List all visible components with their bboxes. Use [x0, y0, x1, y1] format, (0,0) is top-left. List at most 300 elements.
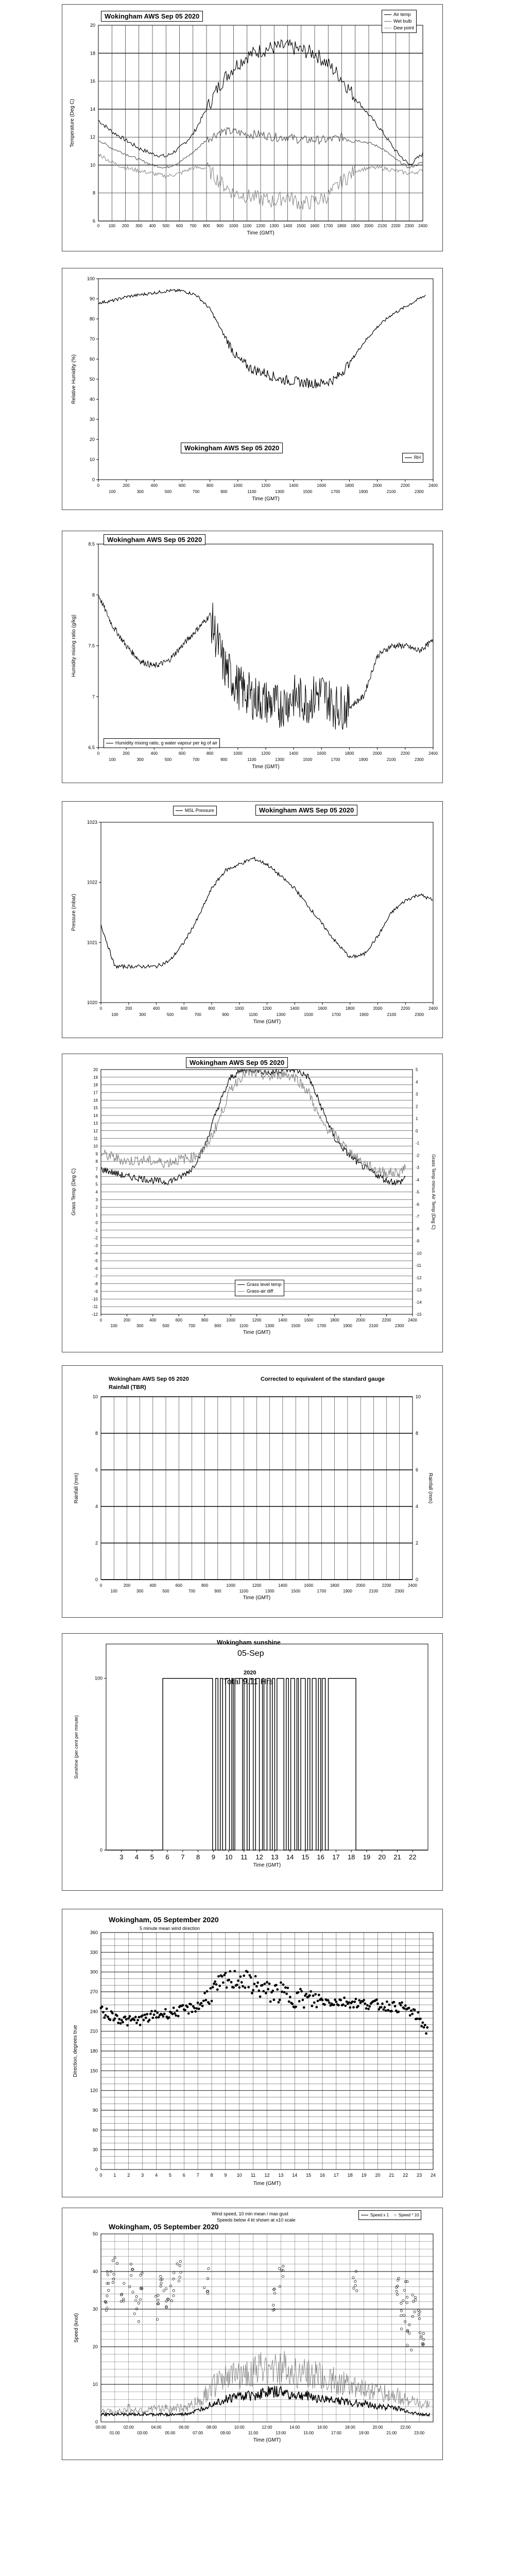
wind-direction-point [264, 1982, 266, 1985]
y-tick-label: -7 [94, 1274, 98, 1279]
y2-tick-label: 4 [416, 1079, 418, 1084]
x-tick-label: 0 [99, 2173, 102, 2178]
x-tick-label: 0 [99, 1006, 102, 1011]
wind-direction-point [288, 2001, 290, 2003]
wind-direction-point [233, 1970, 236, 1973]
y-tick-label: 14 [93, 1113, 98, 1118]
y2-tick-label: -3 [416, 1165, 420, 1170]
y-tick-label: -6 [94, 1266, 98, 1271]
x-tick-label: 1100 [249, 1012, 258, 1017]
wind-direction-point [190, 2003, 192, 2006]
wind-direction-point [302, 1998, 304, 2001]
wind-direction-point [187, 2012, 190, 2015]
wind-direction-point [289, 1996, 291, 1998]
wind-direction-point [177, 2015, 180, 2018]
wind-direction-point [403, 2007, 406, 2010]
wind-direction-point [357, 2005, 359, 2008]
legend-speed-x10: Speed * 10 [398, 2213, 419, 2217]
x-tick-label: 300 [135, 224, 143, 228]
wind-direction-chart [62, 1909, 442, 2197]
wind-speed-legend: Speed x 1 ○ Speed * 10 [358, 2210, 421, 2220]
x-tick-label: 400 [149, 1318, 157, 1323]
x-tick-label: 6 [182, 2173, 185, 2178]
x-tick-label: 1000 [226, 1318, 235, 1323]
y-tick-label: 13 [93, 1121, 98, 1126]
x-tick-label: 1400 [278, 1318, 287, 1323]
x-tick-label: 1700 [317, 1589, 327, 1594]
x-tick-label: 1400 [278, 1583, 287, 1588]
x-tick-label: 2 [127, 2173, 130, 2178]
x-tick-label: 2000 [356, 1583, 366, 1588]
wind-direction-point [182, 2004, 184, 2007]
x-tick-label: 3 [119, 1853, 124, 1861]
y-tick-label: 30 [92, 2147, 98, 2153]
x-tick-label: 20:00 [372, 2425, 383, 2430]
x-tick-label: 1500 [303, 489, 313, 494]
y2-tick-label: -2 [416, 1153, 420, 1158]
wind-direction-point [133, 2019, 136, 2021]
wind-direction-point [229, 1970, 231, 1973]
y-tick-label: 20 [92, 2344, 98, 2349]
wind-direction-point [226, 1986, 228, 1989]
wind-direction-point [312, 1994, 315, 1997]
wind-direction-point [425, 2032, 427, 2035]
x-tick-label: 23:00 [414, 2431, 425, 2435]
x-tick-label: 16 [319, 2173, 325, 2178]
wind-direction-point [269, 2001, 272, 2003]
wind-direction-point [414, 2009, 416, 2011]
wind-direction-point [299, 1988, 302, 1990]
y-axis-label: Grass Temp (Deg C) [71, 1168, 77, 1216]
x-tick-label: 1800 [345, 483, 354, 488]
x-tick-label: 1600 [317, 751, 327, 756]
wind-direction-point [106, 2008, 108, 2010]
x-tick-label: 0 [99, 1318, 102, 1323]
x-tick-label: 12 [264, 2173, 270, 2178]
y-tick-label: 40 [92, 2269, 98, 2274]
y2-axis-label: Grass Temp minus Air Temp (Deg C) [431, 1154, 436, 1230]
x-tick-label: 19:00 [358, 2431, 369, 2435]
x-tick-label: 04:00 [151, 2425, 162, 2430]
x-tick-label: 1700 [331, 757, 340, 762]
x-tick-label: 5 [150, 1853, 154, 1861]
y-tick-label: -10 [92, 1297, 98, 1302]
y-tick-label: 10 [92, 1394, 98, 1399]
wind-direction-point [258, 1989, 260, 1992]
x-tick-label: 9 [211, 1853, 215, 1861]
y-tick-label: 10 [92, 2382, 98, 2387]
y-tick-label: 0 [92, 477, 95, 482]
x-tick-label: 500 [164, 757, 172, 762]
y-tick-label: 18 [90, 50, 95, 56]
x-tick-label: 2200 [382, 1318, 391, 1323]
wind-direction-point [261, 1984, 264, 1987]
x-tick-label: 24 [430, 2173, 436, 2178]
y-tick-label: -11 [92, 1304, 98, 1310]
x-axis-label: Time (GMT) [253, 1862, 281, 1868]
y2-tick-label: 3 [416, 1092, 418, 1097]
wind-direction-point [217, 1975, 220, 1978]
x-tick-label: 1200 [261, 483, 270, 488]
x-tick-label: 400 [149, 1583, 157, 1588]
wind-direction-point [223, 1974, 226, 1976]
y-tick-label: 8 [92, 592, 95, 598]
y-tick-label: -1 [94, 1228, 98, 1233]
pressure-legend [173, 806, 217, 816]
temperature-title: Wokingham AWS Sep 05 2020 [101, 11, 203, 22]
x-tick-label: 1900 [358, 757, 368, 762]
wind-direction-point [215, 1983, 218, 1986]
wind-direction-point [317, 1999, 319, 2002]
wind-direction-point [244, 1987, 247, 1989]
wind-direction-point [135, 2022, 138, 2024]
wind-direction-point [408, 2007, 410, 2009]
x-tick-label: 900 [220, 757, 228, 762]
wind-direction-point [284, 1986, 287, 1989]
y-tick-label: 300 [90, 1969, 98, 1975]
pressure-chart [62, 802, 442, 1038]
wind-direction-point [144, 2013, 146, 2016]
x-tick-label: 9 [224, 2173, 227, 2178]
x-tick-label: 1 [113, 2173, 116, 2178]
x-tick-label: 1300 [265, 1324, 274, 1328]
wind-direction-point [297, 1991, 300, 1994]
wind-direction-point [242, 1985, 244, 1988]
x-tick-label: 2100 [377, 224, 387, 228]
wind-direction-point [285, 1993, 288, 1995]
wind-direction-point [349, 2006, 351, 2009]
wind-direction-point [344, 2005, 347, 2007]
wind-direction-point [216, 1988, 219, 1991]
wind-direction-point [375, 1998, 378, 2001]
x-tick-label: 100 [111, 1012, 118, 1017]
y-tick-label: 70 [89, 336, 95, 342]
wind-direction-point [256, 1981, 259, 1984]
y-tick-label: 100 [94, 1675, 102, 1681]
x-tick-label: 8 [210, 2173, 213, 2178]
wind-direction-point [271, 1990, 274, 1992]
x-tick-label: 1000 [233, 483, 243, 488]
x-tick-label: 2100 [369, 1324, 379, 1328]
x-tick-label: 1700 [331, 1012, 341, 1017]
x-tick-label: 1700 [323, 224, 333, 228]
y-tick-label: 16 [90, 78, 95, 84]
legend-rh: RH [414, 455, 421, 460]
x-tick-label: 14 [292, 2173, 298, 2178]
x-tick-label: 1800 [330, 1318, 339, 1323]
wind-direction-point [103, 2016, 106, 2019]
y2-tick-label: -12 [416, 1275, 422, 1280]
y-axis-label: Relative Humidity (%) [71, 354, 77, 404]
wind-direction-point [126, 2024, 129, 2027]
x-tick-label: 1300 [276, 1012, 286, 1017]
y2-tick-label: -14 [416, 1300, 422, 1305]
wind-direction-point [411, 2013, 414, 2015]
y2-tick-label: -4 [416, 1177, 420, 1182]
wind-direction-point [333, 2004, 335, 2006]
wind-direction-point [351, 2001, 354, 2003]
wind-direction-point [153, 2013, 156, 2016]
wind-direction-point [363, 1999, 365, 2002]
wind-direction-point [267, 1988, 269, 1991]
x-tick-label: 21 [393, 1853, 401, 1861]
rainfall-note: Corrected to equivalent of the standard gauge [261, 1376, 385, 1382]
y-tick-label: 8 [95, 1159, 98, 1164]
y2-tick-label: -7 [416, 1214, 420, 1219]
wind-direction-point [339, 1999, 342, 2002]
x-tick-label: 1200 [256, 224, 265, 228]
wind-direction-point [342, 2004, 345, 2006]
grass-temp-legend [235, 1280, 284, 1296]
wind-direction-point [200, 2002, 202, 2005]
x-axis-label: Time (GMT) [243, 1330, 271, 1335]
wind-direction-point [107, 2015, 109, 2018]
x-tick-label: 2200 [391, 224, 401, 228]
wind-direction-point [176, 2009, 178, 2012]
sunshine-total: Total 9.11 Hrs [223, 1677, 273, 1686]
wind-direction-point [318, 1994, 320, 1996]
wind-direction-point [125, 2018, 128, 2021]
y-tick-label: 11 [93, 1136, 98, 1141]
y-axis-label: Direction, degrees true [73, 2025, 78, 2077]
wind-direction-point [124, 2015, 127, 2018]
wind-direction-point [390, 2010, 393, 2012]
y-axis-label: Rainfall (mm) [74, 1472, 79, 1504]
x-tick-label: 100 [110, 1589, 117, 1594]
x-tick-label: 900 [216, 224, 224, 228]
legend-mixing-ratio: Humidity mixing ratio, g water vapour per kg of air [115, 740, 218, 745]
x-tick-label: 500 [162, 1589, 169, 1594]
wind-direction-point [276, 1988, 279, 1991]
wind-direction-point [268, 1982, 271, 1985]
x-tick-label: 2100 [386, 757, 396, 762]
wind-direction-point [230, 1981, 233, 1984]
y-tick-label: 360 [90, 1930, 98, 1935]
wind-direction-point [175, 2014, 177, 2017]
wind-direction-point [155, 2016, 158, 2019]
x-tick-label: 300 [136, 1589, 144, 1594]
x-tick-label: 2400 [408, 1318, 417, 1323]
wind-direction-point [173, 2007, 175, 2009]
wind-direction-point [171, 2013, 174, 2015]
wind-direction-point [368, 2005, 371, 2008]
y-tick-label: 50 [89, 377, 95, 382]
x-tick-label: 10 [236, 2173, 242, 2178]
x-tick-label: 1200 [252, 1583, 262, 1588]
y-tick-label: -5 [94, 1259, 98, 1264]
wind-speed-subtitle: Wind speed, 10 min mean / max gust [212, 2211, 288, 2216]
x-tick-label: 600 [178, 751, 186, 756]
x-tick-label: 15:00 [303, 2431, 314, 2435]
x-tick-label: 14 [286, 1853, 294, 1861]
x-tick-label: 14:00 [289, 2425, 300, 2430]
temperature-legend [382, 10, 417, 33]
x-tick-label: 16 [317, 1853, 324, 1861]
wind-direction-point [184, 2009, 186, 2011]
x-tick-label: 1500 [296, 224, 306, 228]
wind-direction-point [310, 1990, 312, 1993]
wind-direction-point [228, 1979, 230, 1981]
wind-direction-point [385, 2009, 387, 2012]
y2-tick-label: -1 [416, 1141, 420, 1146]
y-tick-label: -12 [92, 1312, 98, 1317]
x-tick-label: 600 [178, 483, 186, 488]
wind-direction-point [364, 2003, 367, 2005]
y-tick-label: 8 [92, 190, 95, 196]
wind-direction-point [236, 1984, 238, 1986]
grass-temp-chart [62, 1054, 442, 1352]
x-tick-label: 1600 [304, 1318, 314, 1323]
x-tick-label: 700 [194, 1012, 201, 1017]
wind-direction-point [386, 2001, 388, 2003]
legend-speed-x1: Speed x 1 [370, 2213, 389, 2217]
x-tick-label: 800 [206, 751, 214, 756]
wind-direction-point [118, 2018, 121, 2021]
x-axis-label: Time (GMT) [253, 2181, 281, 2187]
wind-direction-point [416, 2018, 418, 2020]
wind-direction-point [213, 1982, 215, 1985]
wind-direction-point [397, 2011, 400, 2013]
x-tick-label: 2300 [415, 489, 424, 494]
humidity-chart [62, 268, 442, 510]
humidity-panel [62, 268, 443, 510]
y-tick-label: 10 [89, 457, 95, 462]
x-tick-label: 900 [220, 489, 228, 494]
y-axis-label: Pressure (mbar) [71, 893, 77, 931]
humidity-legend [402, 453, 423, 463]
wind-direction-point [259, 1995, 262, 1998]
wind-direction-point [394, 2005, 397, 2008]
wind-direction-point [186, 2006, 189, 2008]
wind-direction-point [127, 2017, 130, 2020]
x-tick-label: 1800 [337, 224, 347, 228]
wind-direction-point [384, 2006, 386, 2009]
legend-dew-point: Dew point [393, 25, 415, 30]
wind-direction-point [281, 1991, 283, 1993]
mixing-ratio-panel [62, 531, 443, 783]
x-tick-label: 800 [208, 1006, 215, 1011]
x-tick-label: 2400 [418, 224, 427, 228]
wind-direction-point [382, 2008, 385, 2011]
y-tick-label: 20 [90, 23, 95, 28]
plot-area [98, 544, 433, 748]
x-tick-label: 700 [190, 224, 197, 228]
wind-direction-point [243, 1974, 245, 1977]
wind-direction-point [366, 2004, 369, 2007]
x-tick-label: 100 [110, 1324, 117, 1328]
x-tick-label: 200 [123, 1318, 131, 1323]
x-tick-label: 2200 [400, 751, 410, 756]
y-tick-label: 0 [99, 1848, 102, 1853]
wind-direction-point [211, 2000, 213, 2003]
x-tick-label: 400 [152, 1006, 160, 1011]
x-tick-label: 2300 [394, 1589, 404, 1594]
y-tick-label: 17 [93, 1090, 98, 1095]
wind-direction-point [286, 1987, 289, 1989]
x-tick-label: 1900 [359, 1012, 369, 1017]
wind-direction-point [252, 1989, 254, 1992]
sunshine-date: 05-Sep [237, 1649, 264, 1658]
wind-direction-point [150, 2010, 153, 2012]
wind-direction-point [111, 2012, 114, 2014]
wind-direction-point [376, 2003, 379, 2005]
y-tick-label: 6.5 [88, 745, 95, 750]
y2-tick-label: -6 [416, 1202, 420, 1207]
x-tick-label: 21 [389, 2173, 394, 2178]
x-tick-label: 800 [206, 483, 214, 488]
x-tick-label: 10 [225, 1853, 233, 1861]
rainfall-chart [62, 1366, 442, 1617]
x-tick-label: 1900 [358, 489, 368, 494]
wind-direction-point [348, 2001, 350, 2004]
x-tick-label: 2000 [373, 1006, 383, 1011]
y2-tick-label: 1 [416, 1116, 418, 1121]
wind-direction-point [265, 1992, 267, 1994]
x-tick-label: 2100 [369, 1589, 379, 1594]
x-tick-label: 23 [417, 2173, 422, 2178]
x-tick-label: 2000 [356, 1318, 366, 1323]
wind-direction-point [136, 2019, 139, 2022]
y-tick-label: 240 [90, 2009, 98, 2014]
wind-direction-point [328, 2002, 331, 2004]
y-tick-label: 6 [95, 1174, 98, 1179]
x-tick-label: 200 [123, 483, 130, 488]
x-tick-label: 2300 [404, 224, 414, 228]
y-tick-label: 12 [90, 134, 95, 140]
y-tick-label: -4 [94, 1251, 98, 1256]
x-tick-label: 800 [201, 1583, 209, 1588]
y-tick-label: 3 [95, 1197, 98, 1202]
wind-direction-point [208, 2003, 211, 2005]
x-tick-label: 1300 [265, 1589, 274, 1594]
x-tick-label: 18 [347, 2173, 353, 2178]
x-tick-label: 1600 [310, 224, 319, 228]
y-tick-label: 30 [89, 417, 95, 422]
pressure-title: Wokingham AWS Sep 05 2020 [255, 805, 357, 816]
wind-direction-point [323, 2004, 326, 2006]
wind-direction-point [303, 2006, 305, 2009]
x-tick-label: 900 [214, 1324, 221, 1328]
x-tick-label: 20 [375, 2173, 381, 2178]
y-tick-label: 10 [93, 1144, 98, 1149]
y-tick-label: 7 [92, 694, 95, 700]
wind-direction-point [410, 2009, 413, 2012]
wind-direction-point [134, 2016, 137, 2019]
wind-direction-point [409, 2014, 411, 2016]
y-axis-label: Humidity mixing ratio (g/kg) [71, 614, 77, 677]
x-tick-label: 1200 [261, 751, 270, 756]
y2-tick-label: 8 [416, 1431, 419, 1436]
x-tick-label: 1500 [304, 1012, 314, 1017]
x-tick-label: 1600 [318, 1006, 327, 1011]
wind-direction-point [156, 2011, 159, 2014]
wind-direction-point [145, 2016, 147, 2019]
x-tick-label: 07:00 [193, 2431, 203, 2435]
wind-direction-point [313, 2002, 316, 2004]
x-tick-label: 13:00 [276, 2431, 286, 2435]
y-tick-label: 1021 [87, 940, 97, 945]
y-tick-label: 60 [89, 357, 95, 362]
wind-direction-point [201, 2005, 204, 2007]
wind-direction-point [253, 1982, 256, 1985]
wind-speed-subtitle-2: Speeds below 4 kt shown at x10 scale [217, 2217, 296, 2223]
wind-direction-point [262, 1990, 265, 1993]
x-tick-label: 1600 [317, 483, 327, 488]
wind-speed-title: Wokingham, 05 September 2020 [109, 2223, 219, 2231]
x-tick-label: 500 [162, 1324, 169, 1328]
y-axis-label: Sunshine (per cent per minute) [74, 1715, 79, 1779]
x-tick-label: 19 [363, 1853, 371, 1861]
